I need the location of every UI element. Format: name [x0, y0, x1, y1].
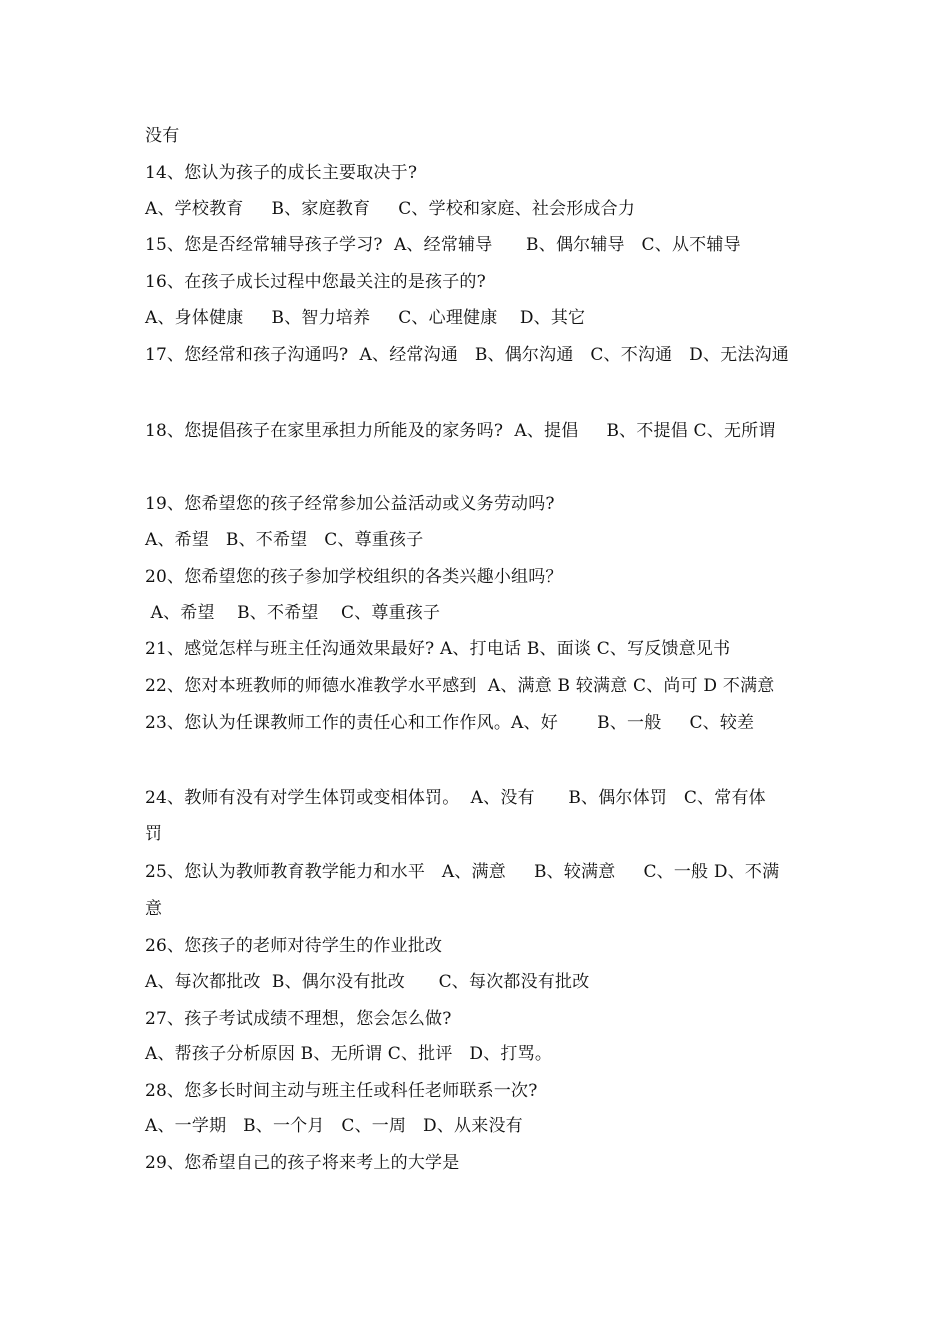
- question-16: 16、在孩子成长过程中您最关注的是孩子的?: [145, 272, 486, 292]
- question-14: 14、您认为孩子的成长主要取决于?: [145, 163, 418, 183]
- question-26: 26、您孩子的老师对待学生的作业批改: [145, 936, 443, 956]
- options-20: A、希望 B、不希望 C、尊重孩子: [145, 603, 441, 623]
- question-25: 25、您认为教师教育教学能力和水平 A、满意 B、较满意 C、一般 D、不满: [145, 862, 780, 882]
- options-19: A、希望 B、不希望 C、尊重孩子: [145, 530, 424, 550]
- question-25-continued: 意: [145, 899, 163, 919]
- question-22: 22、您对本班教师的师德水准教学水平感到 A、满意 B 较满意 C、尚可 D 不满意: [145, 676, 775, 696]
- question-18: 18、您提倡孩子在家里承担力所能及的家务吗? A、提倡 B、不提倡 C、无所谓: [145, 421, 776, 441]
- question-15: 15、您是否经常辅导孩子学习? A、经常辅导 B、偶尔辅导 C、从不辅导: [145, 235, 741, 255]
- question-29: 29、您希望自己的孩子将来考上的大学是: [145, 1153, 460, 1173]
- options-26: A、每次都批改 B、偶尔没有批改 C、每次都没有批改: [145, 972, 590, 992]
- question-24-continued: 罚: [145, 824, 163, 844]
- question-17: 17、您经常和孩子沟通吗? A、经常沟通 B、偶尔沟通 C、不沟通 D、无法沟通: [145, 345, 789, 365]
- question-21: 21、感觉怎样与班主任沟通效果最好? A、打电话 B、面谈 C、写反馈意见书: [145, 639, 731, 659]
- question-24: 24、教师有没有对学生体罚或变相体罚。 A、没有 B、偶尔体罚 C、常有体: [145, 788, 766, 808]
- question-23: 23、您认为任课教师工作的责任心和工作作风。A、好 B、一般 C、较差: [145, 713, 755, 733]
- question-27: 27、孩子考试成绩不理想，您会怎么做?: [145, 1009, 452, 1029]
- question-20: 20、您希望您的孩子参加学校组织的各类兴趣小组吗？: [145, 567, 563, 587]
- options-14: A、学校教育 B、家庭教育 C、学校和家庭、社会形成合力: [145, 199, 636, 219]
- options-16: A、身体健康 B、智力培养 C、心理健康 D、其它: [145, 308, 586, 328]
- options-28: A、一学期 B、一个月 C、一周 D、从来没有: [145, 1116, 523, 1136]
- question-28: 28、您多长时间主动与班主任或科任老师联系一次?: [145, 1081, 538, 1101]
- question-19: 19、您希望您的孩子经常参加公益活动或义务劳动吗?: [145, 494, 555, 514]
- text-line: 没有: [145, 126, 180, 146]
- options-27: A、帮孩子分析原因 B、无所谓 C、批评 D、打骂。: [145, 1044, 553, 1064]
